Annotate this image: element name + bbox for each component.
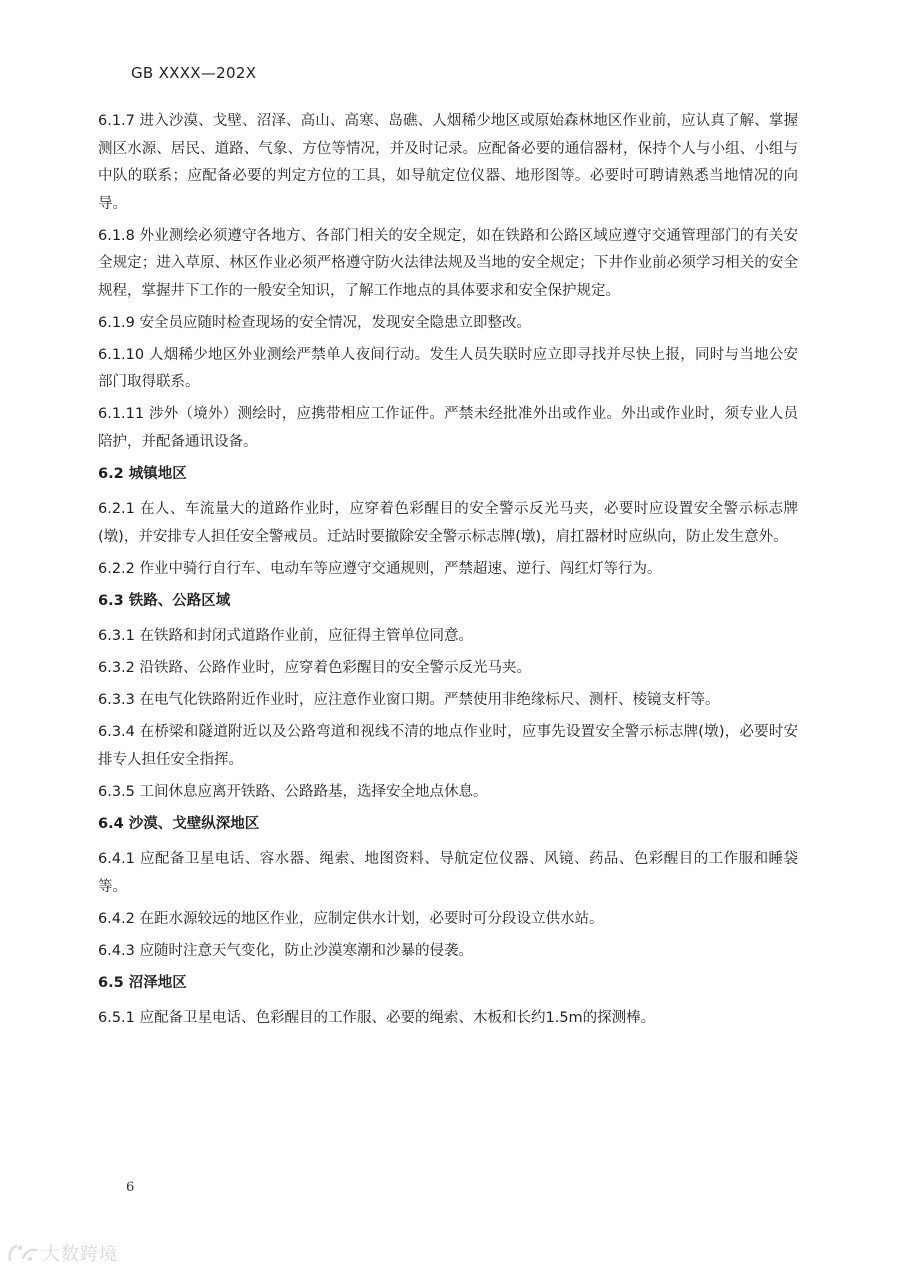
section-heading-6-2: 6.2 城镇地区 (98, 465, 187, 482)
page-header-standard-code: GB XXXX—202X (131, 64, 257, 82)
clause-6-4-2: 6.4.2 在距水源较远的地区作业，应制定供水计划，必要时可分段设立供水站。 (98, 910, 604, 927)
clause-6-2-2: 6.2.2 作业中骑行自行车、电动车等应遵守交通规则，严禁超速、逆行、闯红灯等行为。 (98, 560, 662, 577)
page-number: 6 (126, 1180, 135, 1195)
clause-6-1-10: 6.1.10 人烟稀少地区外业测绘严禁单人夜间行动。发生人员失联时应立即寻找并尽快上报，同时与当地公安部门取得联系。 (98, 346, 798, 390)
clause-6-4-1: 6.4.1 应配备卫星电话、容水器、绳索、地图资料、导航定位仪器、风镜、药品、色彩醒目的工作服和睡袋等。 (98, 851, 798, 895)
watermark-text: 大数跨境 (42, 1244, 118, 1265)
clause-6-3-1: 6.3.1 在铁路和封闭式道路作业前，应征得主管单位同意。 (98, 628, 474, 644)
clause-6-3-2: 6.3.2 沿铁路、公路作业时，应穿着色彩醒目的安全警示反光马夹。 (98, 660, 532, 676)
section-heading-6-3: 6.3 铁路、公路区域 (98, 592, 231, 609)
section-heading-6-5: 6.5 沼泽地区 (98, 974, 187, 991)
document-body (98, 108, 798, 1037)
clause-6-3-5: 6.3.5 工间休息应离开铁路、公路路基，选择安全地点休息。 (98, 783, 488, 800)
brand-logo-icon (6, 1240, 40, 1266)
clause-6-5-1: 6.5.1 应配备卫星电话、色彩醒目的工作服、必要的绳索、木板和长约1.5m的探测棒。 (98, 1010, 656, 1026)
clause-6-3-3: 6.3.3 在电气化铁路附近作业时，应注意作业窗口期。严禁使用非绝缘标尺、测杆、棱镜支杆等。 (98, 692, 720, 708)
clause-6-1-9: 6.1.9 安全员应随时检查现场的安全情况，发现安全隐患立即整改。 (98, 314, 532, 331)
clause-6-1-7: 6.1.7 进入沙漠、戈壁、沼泽、高山、高寒、岛礁、人烟稀少地区或原始森林地区作业前，应认真了解、掌握测区水源、居民、道路、气象、方位等情况，并及时记录。应配备必要的通信器材，保持个人与小组、小组与中队的联系；应配备必要的判定方位的工具，如导航定位仪器、地形图等。必要时可聘请熟悉当地情况的向导。 (98, 113, 798, 212)
section-heading-6-4: 6.4 沙漠、戈壁纵深地区 (98, 815, 260, 832)
clause-6-4-3: 6.4.3 应随时注意天气变化，防止沙漠寒潮和沙暴的侵袭。 (98, 942, 474, 959)
clause-6-3-4: 6.3.4 在桥梁和隧道附近以及公路弯道和视线不清的地点作业时，应事先设置安全警示标志牌(墩)，必要时安排专人担任安全指挥。 (98, 724, 798, 768)
watermark (6, 1238, 118, 1268)
clause-6-1-11: 6.1.11 涉外（境外）测绘时，应携带相应工作证件。严禁未经批准外出或作业。外出或作业时，须专业人员陪护，并配备通讯设备。 (98, 406, 798, 450)
clause-6-2-1: 6.2.1 在人、车流量大的道路作业时，应穿着色彩醒目的安全警示反光马夹，必要时应设置安全警示标志牌(墩)，并安排专人担任安全警戒员。迁站时要撤除安全警示标志牌(墩)，肩扛器材时应纵向，防止发生意外。 (98, 501, 798, 545)
clause-6-1-8: 6.1.8 外业测绘必须遵守各地方、各部门相关的安全规定，如在铁路和公路区域应遵守交通管理部门的有关安全规定；进入草原、林区作业必须严格遵守防火法律法规及当地的安全规定；下井作业前必须学习相关的安全规程，掌握井下工作的一般安全知识，了解工作地点的具体要求和安全保护规定。 (98, 227, 798, 299)
